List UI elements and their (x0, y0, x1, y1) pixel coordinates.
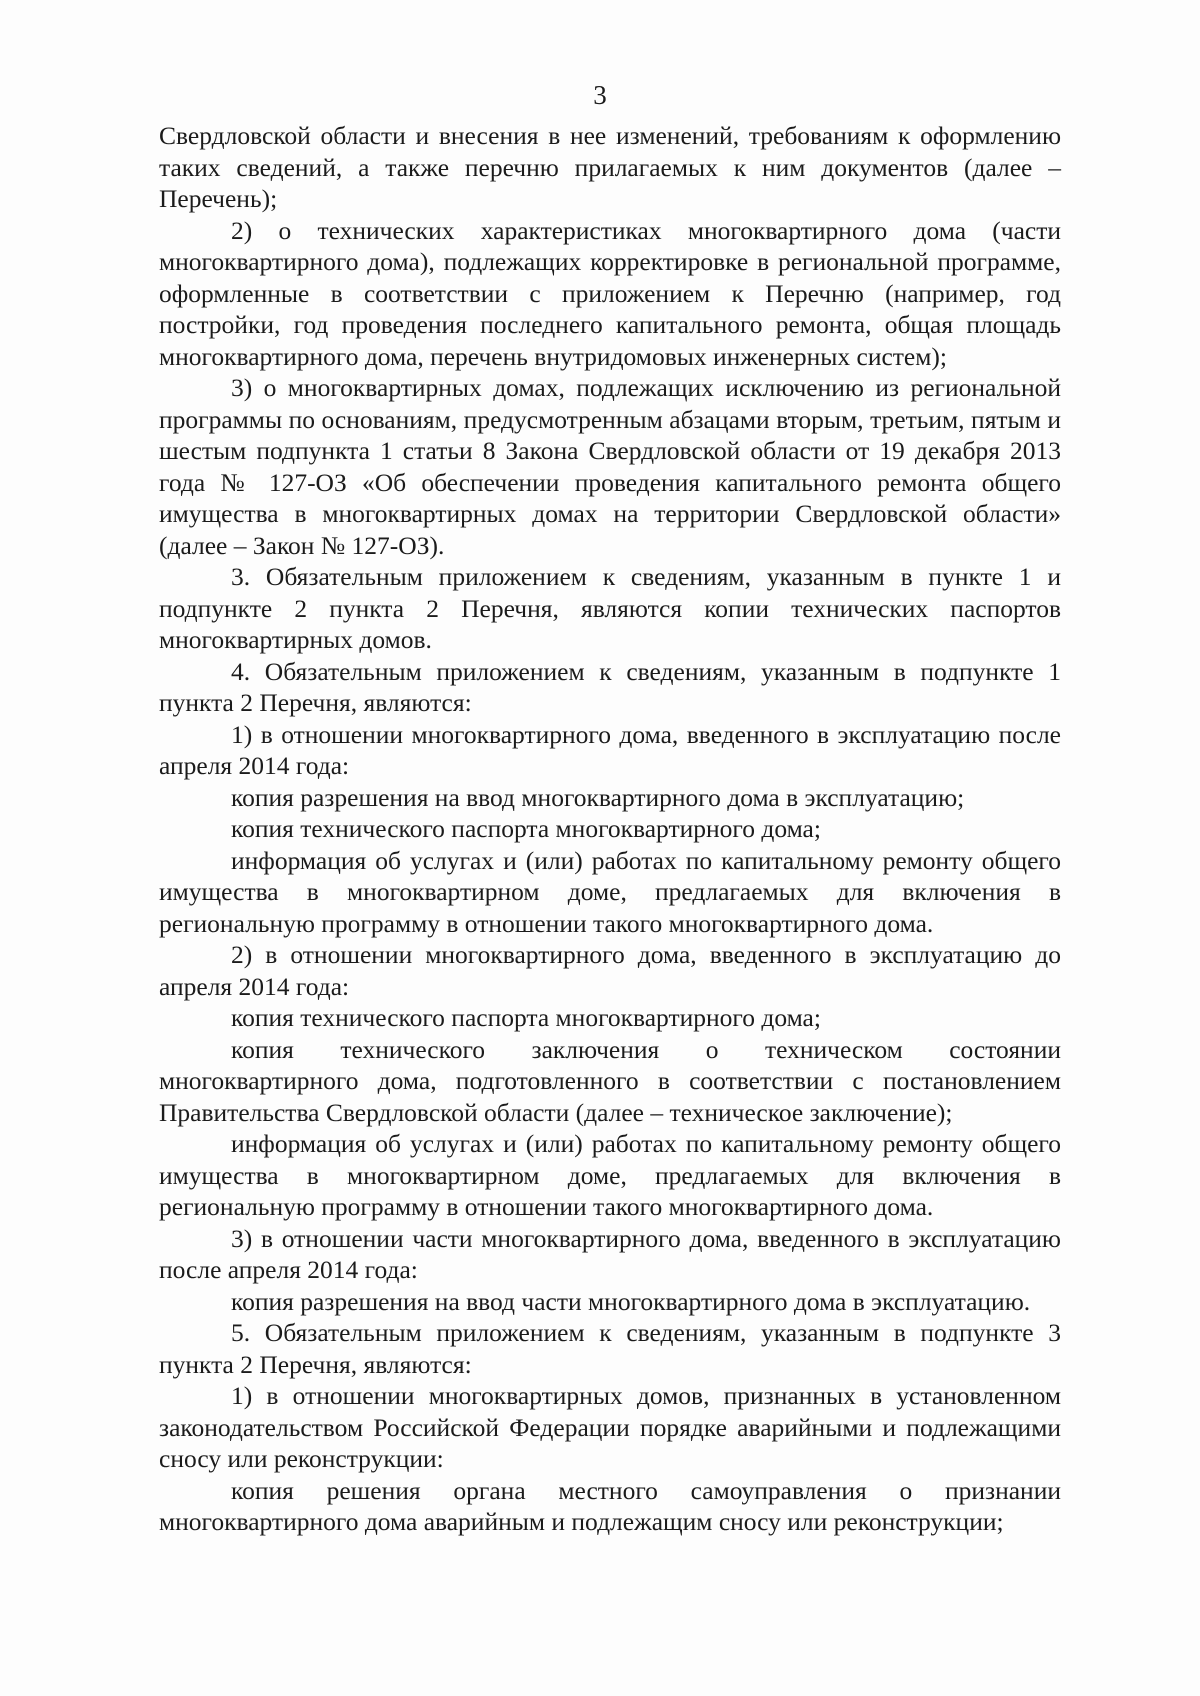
paragraph: 1) в отношении многоквартирного дома, введенного в эксплуатацию после апреля 2014 года: (159, 719, 1061, 780)
paragraph: 1) в отношении многоквартирных домов, признанных в установленном законодательством Российской Федерации порядке аварийными и подлежащими сносу или реконструкции: (159, 1381, 1061, 1473)
paragraph: Свердловской области и внесения в нее изменений, требованиям к оформлению таких сведений, а также перечню прилагаемых к ним документов (далее – Перечень); (159, 121, 1061, 213)
paragraph: 2) в отношении многоквартирного дома, введенного в эксплуатацию до апреля 2014 года: (159, 940, 1061, 1001)
document-body (159, 120, 1061, 1538)
paragraph: 5. Обязательным приложением к сведениям, указанным в подпункте 3 пункта 2 Перечня, являются: (159, 1318, 1061, 1379)
paragraph: копия разрешения на ввод части многоквартирного дома в эксплуатацию. (231, 1286, 1031, 1316)
paragraph: копия технического паспорта многоквартирного дома; (231, 814, 821, 843)
page-number: 3 (593, 80, 607, 110)
paragraph: 2) о технических характеристиках многоквартирного дома (части многоквартирного дома), подлежащих корректировке в региональной программе, оформленные в соответствии с приложением к Перечню (например, год постройки, год проведения последнего капитального ремонта, общая площадь многоквартирного дома, перечень внутридомовых инженерных систем); (159, 215, 1061, 371)
paragraph: 3. Обязательным приложением к сведениям, указанным в пункте 1 и подпункте 2 пункта 2 Перечня, являются копии технических паспортов многоквартирных домов. (159, 562, 1061, 654)
paragraph: информация об услугах и (или) работах по капитальному ремонту общего имущества в многоквартирном доме, предлагаемых для включения в региональную программу в отношении такого многоквартирного дома. (159, 845, 1061, 938)
paragraph: копия технического паспорта многоквартирного дома; (231, 1003, 821, 1032)
paragraph: 4. Обязательным приложением к сведениям, указанным в подпункте 1 пункта 2 Перечня, являются: (159, 656, 1061, 717)
paragraph: 3) о многоквартирных домах, подлежащих исключению из региональной программы по основаниям, предусмотренным абзацами вторым, третьим, пятым и шестым подпункта 1 статьи 8 Закона Свердловской области от 19 декабря 2013 года № 127-ОЗ «Об обеспечении проведения капитального ремонта общего имущества в многоквартирных домах на территории Свердловской области» (далее – Закон № 127-ОЗ). (159, 373, 1061, 560)
paragraph: копия разрешения на ввод многоквартирного дома в эксплуатацию; (231, 782, 965, 812)
paragraph: информация об услугах и (или) работах по капитальному ремонту общего имущества в многоквартирном доме, предлагаемых для включения в региональную программу в отношении такого многоквартирного дома. (159, 1129, 1061, 1221)
paragraph: копия технического заключения о техническом состоянии многоквартирного дома, подготовленного в соответствии с постановлением Правительства Свердловской области (далее – техническое заключение); (159, 1034, 1061, 1127)
paragraph: копия решения органа местного самоуправления о признании многоквартирного дома аварийным и подлежащим сносу или реконструкции; (159, 1475, 1061, 1536)
paragraph: 3) в отношении части многоквартирного дома, введенного в эксплуатацию после апреля 2014 года: (159, 1223, 1061, 1284)
